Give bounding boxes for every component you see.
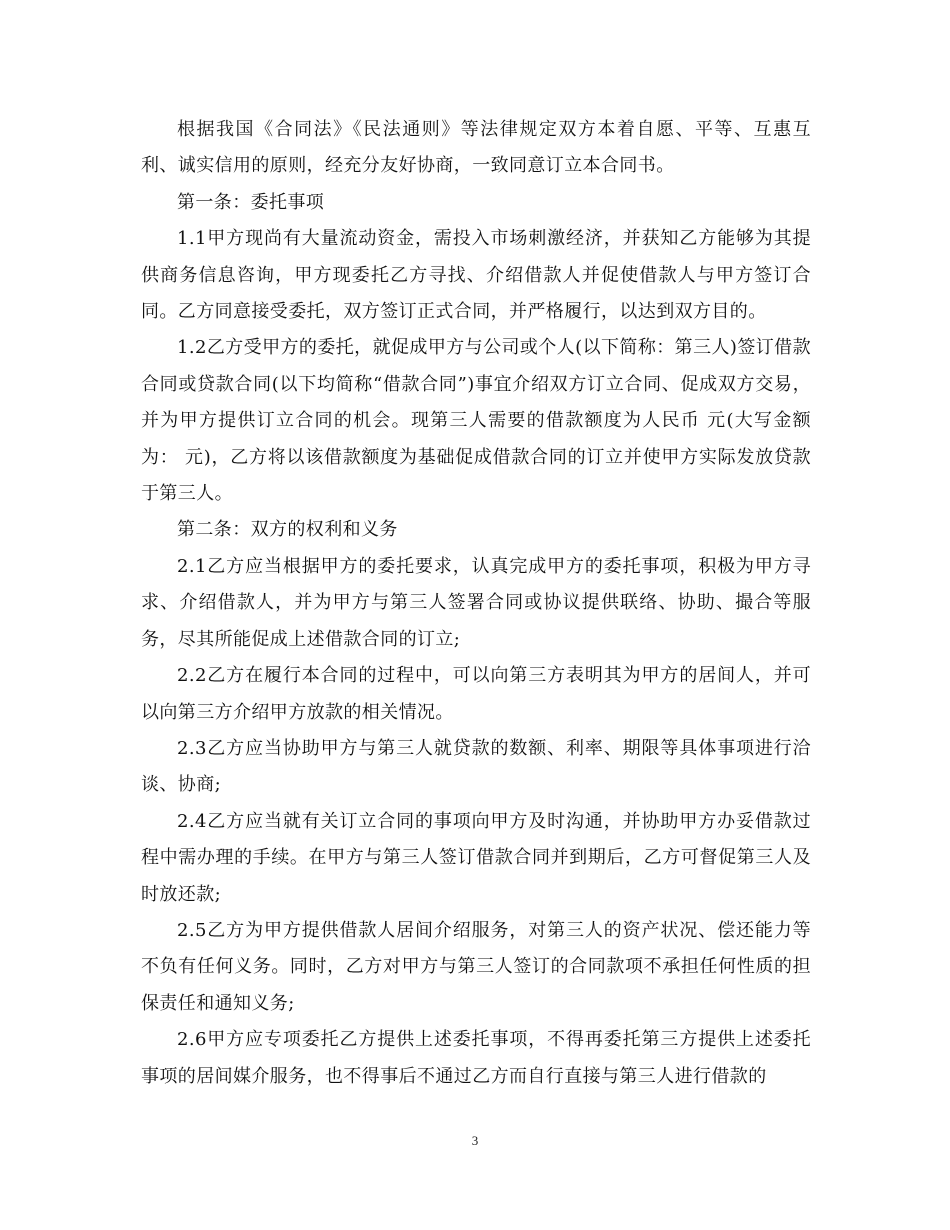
clause-1-2: 1.2乙方受甲方的委托，就促成甲方与公司或个人(以下简称：第三人)签订借款合同或贷款合同(以下均简称“借款合同”)事宜介绍双方订立合同、促成双方交易，并为甲方提供订立合同的机会。现第三人需要的借款额度为人民币 元(大写金额为： 元)，乙方将以该借款额度为基础促成借款合同的订立并使甲方实际发放贷款于第三人。	[141, 337, 811, 505]
document-body	[141, 112, 811, 1095]
intro-paragraph: 根据我国《合同法》《民法通则》等法律规定双方本着自愿、平等、互惠互利、诚实信用的原则，经充分友好协商，一致同意订立本合同书。	[141, 119, 811, 177]
article-one-heading: 第一条：委托事项	[177, 191, 325, 213]
clause-2-3: 2.3乙方应当协助甲方与第三人就贷款的数额、利率、期限等具体事项进行洽谈、协商;	[141, 737, 811, 796]
clause-2-6: 2.6甲方应专项委托乙方提供上述委托事项，不得再委托第三方提供上述委托事项的居间媒介服务，也不得事后不通过乙方而自行直接与第三人进行借款的	[141, 1029, 811, 1087]
clause-1-1: 1.1甲方现尚有大量流动资金，需投入市场刺激经济，并获知乙方能够为其提供商务信息咨询，甲方现委托乙方寻找、介绍借款人并促使借款人与甲方签订合同。乙方同意接受委托，双方签订正式合同，并严格履行，以达到双方目的。	[141, 228, 811, 323]
clause-2-5: 2.5乙方为甲方提供借款人居间介绍服务，对第三人的资产状况、偿还能力等不负有任何义务。同时，乙方对甲方与第三人签订的合同款项不承担任何性质的担保责任和通知义务;	[141, 919, 811, 1014]
clause-2-2: 2.2乙方在履行本合同的过程中，可以向第三方表明其为甲方的居间人，并可以向第三方介绍甲方放款的相关情况。	[141, 665, 811, 723]
clause-2-4: 2.4乙方应当就有关订立合同的事项向甲方及时沟通，并协助甲方办妥借款过程中需办理的手续。在甲方与第三人签订借款合同并到期后，乙方可督促第三人及时放还款;	[141, 810, 811, 905]
article-two-heading: 第二条：双方的权利和义务	[177, 519, 398, 541]
clause-2-1: 2.1乙方应当根据甲方的委托要求，认真完成甲方的委托事项，积极为甲方寻求、介绍借款人，并为甲方与第三人签署合同或协议提供联络、协助、撮合等服务，尽其所能促成上述借款合同的订立;	[141, 555, 811, 650]
page-number: 3	[471, 1133, 479, 1148]
